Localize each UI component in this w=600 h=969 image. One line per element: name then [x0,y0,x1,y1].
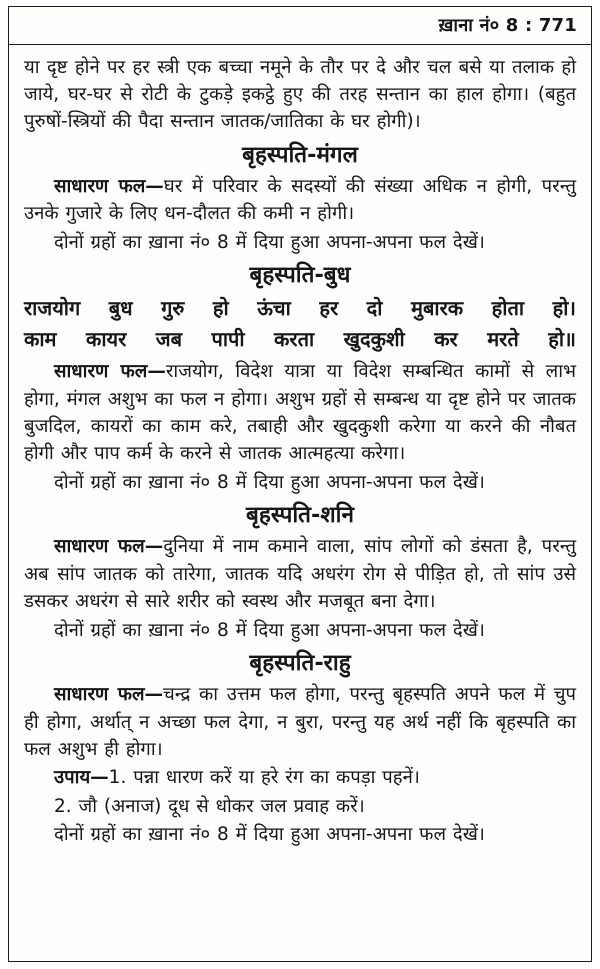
paragraph-lead: साधारण फल— [54,361,166,383]
paragraph-text: दोनों ग्रहों का ख़ाना नं० 8 में दिया हुआ अपना-अपना फल देखें। [54,824,485,846]
page-body [9,45,591,961]
paragraph-text: दोनों ग्रहों का ख़ाना नं० 8 में दिया हुआ अपना-अपना फल देखें। [54,619,485,641]
section-heading: बृहस्पति-मंगल [242,141,358,168]
paragraph [24,764,576,791]
paragraph [24,469,576,496]
paragraph-lead: उपाय— [54,767,109,789]
paragraph-text: दोनों ग्रहों का ख़ाना नं० 8 में दिया हुआ अपना-अपना फल देखें। [54,231,485,253]
paragraph-lead: साधारण फल— [54,175,164,197]
paragraph [24,54,576,136]
paragraph [24,229,576,256]
section-heading: बृहस्पति-शनि [246,502,354,529]
page-number-label: ख़ाना नं० 8 : 771 [438,15,577,36]
paragraph [24,533,576,615]
paragraph [24,358,576,468]
paragraph [24,821,576,848]
paragraph-text: चन्द्र का उत्तम फल होगा, परन्तु बृहस्पति अपने फल में चुप ही होगा, अर्थात् न अच्छा फल देगा, न बुरा, परन्तु यह अर्थ नहीं कि बृहस्पति का फल अशुभ ही होगा। [24,684,577,760]
paragraph-text: राजयोग, विदेश यात्रा या विदेश सम्बन्धित कामों से लाभ होगा, मंगल अशुभ का फल न होगा। अशुभ ग्रहों से सम्बन्ध या दृष्ट होने पर जातक बुजदिल, कायरों का काम करे, तबाही और खुदकुशी करेगा या करने की नौबत होगी और पाप कर्म के करने से जातक आत्महत्या करेगा। [24,361,577,465]
verse-line: काम कायर जब पापी करता खुदकुशी कर मरते हो॥ [24,327,576,352]
paragraph [24,617,576,644]
paragraph-text: दुनिया में नाम कमाने वाला, सांप लोगों को डंसता है, परन्तु अब सांप जातक को तारेगा, जातक यदि अधरंग रोग से पीड़ित हो, तो सांप उसे डसकर अधरंग से सारे शरीर को स्वस्थ और मजबूत बना देगा। [24,536,577,613]
verse-couplet [24,293,576,355]
paragraph [24,793,576,820]
book-page [8,6,592,962]
paragraph-text: 1. पन्ना धारण करें या हरे रंग का कपड़ा पहनें। [108,767,420,789]
paragraph-text: 2. जौ (अनाज) दूध से धोकर जल प्रवाह करें। [54,795,365,817]
verse-line: राजयोग बुध गुरु हो ऊंचा हर दो मुबारक होता हो। [24,296,576,321]
paragraph-lead: साधारण फल— [54,536,164,558]
paragraph-text: घर में परिवार के सदस्यों की संख्या अधिक न होगी, परन्तु उनके गुजारे के लिए धन-दौलत की कमी न होगी। [24,175,576,225]
paragraph [24,681,576,763]
page-header [9,7,591,45]
section-heading: बृहस्पति-राहु [249,649,351,676]
section-heading: बृहस्पति-बुध [249,262,351,289]
paragraph-text: दोनों ग्रहों का ख़ाना नं० 8 में दिया हुआ अपना-अपना फल देखें। [54,471,485,493]
paragraph [24,173,576,228]
paragraph-text: या दृष्ट होने पर हर स्त्री एक बच्चा नमूने के तौर पर दे और चल बसे या तलाक हो जाये, घर-घर से रोटी के टुकड़े इकट्ठे हुए की तरह सन्तान का हाल होगा। (बहुत पुरुषों-स्त्रियों की पैदा सन्तान जातक/जातिका के घर होगी)। [24,56,576,133]
paragraph-lead: साधारण फल— [54,684,164,706]
